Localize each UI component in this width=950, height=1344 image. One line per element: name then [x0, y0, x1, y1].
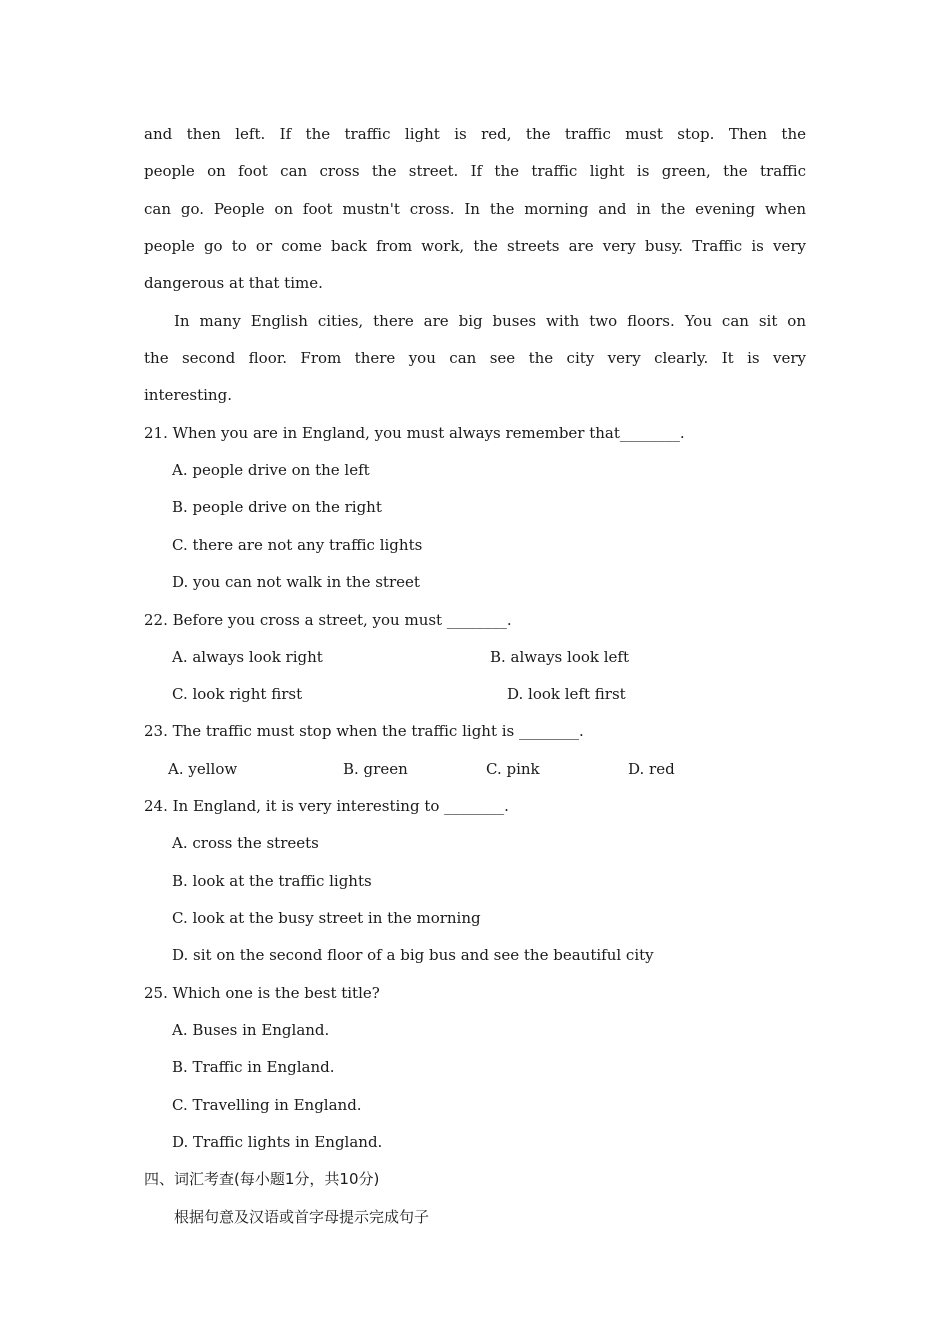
option-25-b: B. Traffic in England.	[172, 1058, 335, 1076]
passage-line: dangerous at that time.	[144, 274, 323, 292]
option-22-d: D. look left first	[507, 685, 626, 703]
option-21-c: C. there are not any traffic lights	[172, 536, 423, 554]
option-23-a: A. yellow	[168, 760, 238, 778]
option-22-c: C. look right first	[172, 685, 303, 703]
passage-line: can go. People on foot mustn't cross. In the morning and in the evening when	[144, 200, 806, 218]
section-instruction: 根据句意及汉语或首字母提示完成句子	[174, 1208, 430, 1226]
option-23-c: C. pink	[486, 760, 540, 778]
passage-line: people on foot can cross the street. If the traffic light is green, the traffic	[144, 162, 806, 180]
option-21-d: D. you can not walk in the street	[172, 573, 420, 591]
option-21-a: A. people drive on the left	[172, 461, 370, 479]
question-stem-23: 23. The traffic must stop when the traffic light is ________.	[144, 722, 584, 740]
question-stem-24: 24. In England, it is very interesting to ________.	[144, 797, 509, 815]
option-24-a: A. cross the streets	[172, 834, 319, 852]
passage-line: people go to or come back from work, the streets are very busy. Traffic is very	[144, 237, 806, 255]
section-heading: 四、词汇考查(每小题1分，共10分)	[144, 1170, 380, 1188]
passage-line: In many English cities, there are big buses with two floors. You can sit on	[174, 312, 806, 330]
option-23-d: D. red	[628, 760, 675, 778]
option-22-a: A. always look right	[172, 648, 323, 666]
option-24-c: C. look at the busy street in the morning	[172, 909, 481, 927]
option-22-b: B. always look left	[490, 648, 629, 666]
option-24-b: B. look at the traffic lights	[172, 872, 372, 890]
option-24-d: D. sit on the second floor of a big bus and see the beautiful city	[172, 946, 654, 964]
passage-line: the second floor. From there you can see the city very clearly. It is very	[144, 349, 806, 367]
option-25-d: D. Traffic lights in England.	[172, 1133, 383, 1151]
question-stem-25: 25. Which one is the best title?	[144, 984, 380, 1002]
passage-line: and then left. If the traffic light is red, the traffic must stop. Then the	[144, 125, 806, 143]
option-25-a: A. Buses in England.	[172, 1021, 330, 1039]
passage-line: interesting.	[144, 386, 232, 404]
option-21-b: B. people drive on the right	[172, 498, 382, 516]
question-stem-22: 22. Before you cross a street, you must ________.	[144, 611, 512, 629]
option-25-c: C. Travelling in England.	[172, 1096, 362, 1114]
option-23-b: B. green	[343, 760, 408, 778]
question-stem-21: 21. When you are in England, you must always remember that________.	[144, 424, 685, 442]
